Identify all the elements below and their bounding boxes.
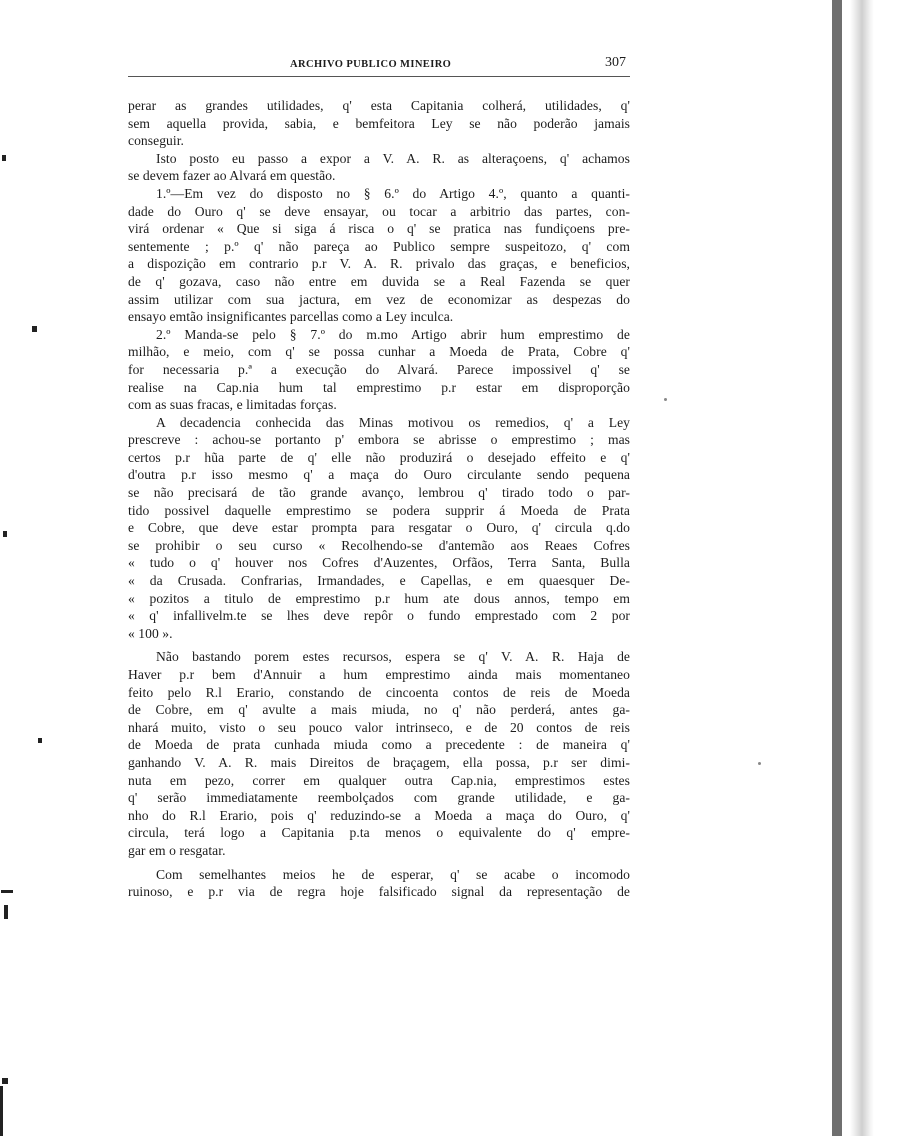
text-line: de Cobre, em q' avulte a mais miuda, no q' não perderá, antes ga- (128, 702, 630, 718)
margin-speck (664, 398, 667, 401)
text-line: q' serão immediatamente reembolçados com grande utilidade, e ga- (128, 790, 630, 806)
text-line: dade do Ouro q' se deve ensayar, ou tocar a arbitrio das partes, con- (128, 203, 630, 219)
text-line: circula, terá logo a Capitania p.ta menos o equivalente do q' empre- (128, 825, 630, 841)
margin-speck (0, 1086, 3, 1136)
text-line: Com semelhantes meios he de esperar, q' se acabe o incomodo (156, 866, 630, 882)
text-line: conseguir. (128, 133, 184, 149)
text-line: com as suas fracas, e limitadas forças. (128, 397, 337, 413)
text-line: se não precisará de tão grande avanço, lembrou q' tirado todo o par- (128, 485, 630, 501)
body-text (128, 97, 630, 901)
margin-speck (758, 762, 761, 765)
book-page (128, 52, 630, 901)
text-line: for necessaria p.ª a execução do Alvará. Parece impossivel q' se (128, 361, 630, 377)
text-line: « pozitos a titulo de emprestimo p.r hum ate dous annos, tempo em (128, 590, 630, 606)
page-binding-edge (790, 0, 907, 1136)
text-line: A decadencia conhecida das Minas motivou os remedios, q' a Ley (156, 414, 630, 430)
text-line: prescreve : achou-se portanto p' embora se abrisse o emprestimo ; mas (128, 432, 630, 448)
text-line: ganhando V. A. R. mais Direitos de braçagem, ella possa, p.r ser dimi- (128, 754, 630, 770)
text-line: 1.º—Em vez do disposto no § 6.º do Artigo 4.º, quanto a quanti- (156, 185, 630, 201)
text-line: gar em o resgatar. (128, 842, 226, 858)
text-line: perar as grandes utilidades, q' esta Capitania colherá, utilidades, q' (128, 98, 630, 113)
text-line: « tudo o q' houver nos Cofres d'Auzentes, Orfãos, Terra Santa, Bulla (128, 555, 630, 571)
text-line: se devem fazer ao Alvará em questão. (128, 168, 336, 184)
text-line: nho do R.l Erario, pois q' reduzindo-se a Moeda a maça do Ouro, q' (128, 807, 630, 823)
text-line: assim utilizar com sua jactura, em vez de economizar as despezas do (128, 291, 630, 307)
text-line: 2.º Manda-se pelo § 7.º do m.mo Artigo abrir hum emprestimo de (156, 326, 630, 342)
text-line: e Cobre, que deve estar prompta para resgatar o Ouro, q' circula q.do (128, 520, 630, 536)
text-line: « 100 ». (128, 625, 173, 641)
text-line: ruinoso, e p.r via de regra hoje falsificado signal da representação de (128, 884, 630, 900)
margin-speck (38, 738, 42, 743)
text-line: certos p.r hũa parte de q' elle não produzirá o desejado effeito e q' (128, 449, 630, 465)
text-line: « q' infallivelm.te se lhes deve repôr o fundo emprestado com 2 por (128, 608, 630, 624)
text-line: nhará muito, visto o seu pouco valor intrinseco, e de 20 contos de reis (128, 719, 630, 735)
page-number: 307 (605, 55, 626, 70)
text-line: tido possivel daquelle emprestimo se podera supprir á Moeda de Prata (128, 502, 630, 518)
running-title: ARCHIVO PUBLICO MINEIRO (290, 59, 452, 70)
text-line: se prohibir o seu curso « Recolhendo-se d'antemão aos Reaes Cofres (128, 537, 630, 553)
margin-speck (3, 531, 7, 537)
text-line: Haver p.r bem d'Annuir a hum emprestimo ainda mais momentaneo (128, 667, 630, 682)
text-line: d'outra p.r isso mesmo q' a maça do Ouro circulante sendo pequena (128, 467, 630, 483)
margin-speck (2, 155, 6, 161)
text-line: de q' gozava, caso não entre em duvida se a Real Fazenda se quer (128, 273, 630, 289)
text-line: « da Crusada. Confrarias, Irmandades, e Capellas, e em quaesquer De- (128, 573, 630, 589)
margin-speck (1, 890, 13, 893)
text-line: milhão, e meio, com q' se possa cunhar a Moeda de Prata, Cobre q' (128, 344, 630, 360)
running-header (128, 52, 630, 77)
text-line: Não bastando porem estes recursos, espera se q' V. A. R. Haja de (156, 649, 630, 665)
text-line: de Moeda de prata cunhada miuda como a precedente : de maneira q' (128, 737, 630, 753)
margin-speck (2, 1078, 8, 1084)
text-line: sentemente ; p.º q' não pareça ao Publico sempre suspeitozo, q' com (128, 238, 630, 254)
text-line: realise na Cap.nia hum tal emprestimo p.r estar em disproporção (128, 379, 630, 395)
text-line: virá ordenar « Que si siga á risca o q' se pratica nas fundiçoens pre- (128, 221, 630, 237)
margin-speck (4, 905, 8, 919)
margin-speck (32, 326, 37, 332)
text-line: sem aquella provida, sabia, e bemfeitora Ley se não poderão jamais (128, 115, 630, 131)
text-line: Isto posto eu passo a expor a V. A. R. as alteraçoens, q' achamos (156, 150, 630, 166)
text-line: a dispozição em contrario p.r V. A. R. privalo das graças, e beneficios, (128, 256, 630, 272)
text-line: ensayo emtão insignificantes parcellas como a Ley inculca. (128, 309, 454, 325)
text-line: nuta em pezo, correr em qualquer outra Cap.nia, emprestimos estes (128, 772, 630, 788)
binding-shadow (832, 0, 842, 1136)
text-line: feito pelo R.l Erario, constando de cincoenta contos de reis de Moeda (128, 684, 630, 700)
